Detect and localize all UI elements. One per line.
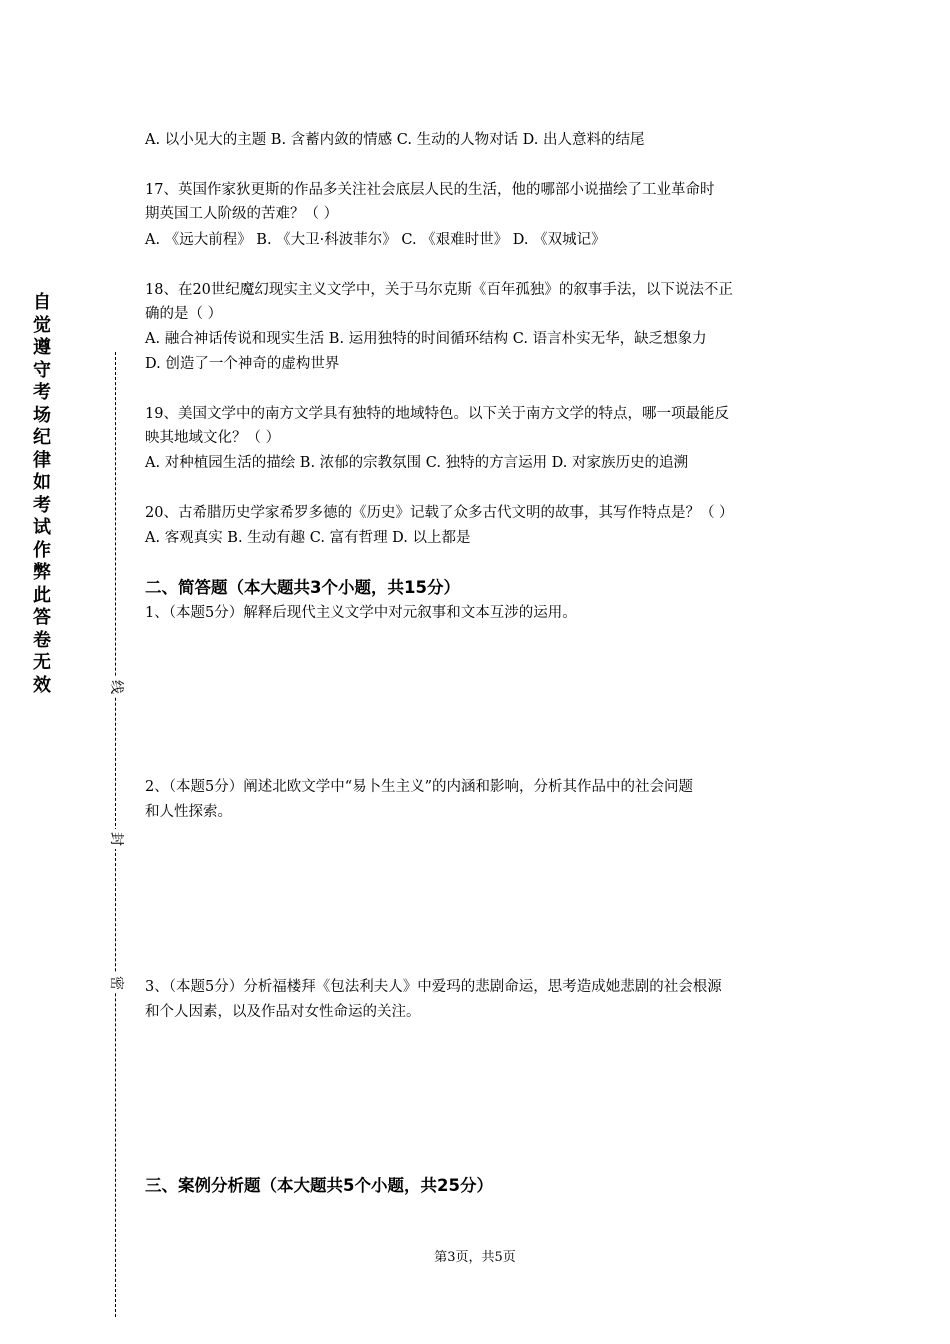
q16-options: A. 以小见大的主题 B. 含蓄内敛的情感 C. 生动的人物对话 D. 出人意料的结尾 [145, 132, 645, 148]
exam-discipline-warning [28, 292, 56, 697]
warning-char: 试 [33, 517, 51, 538]
q18-options-line1: A. 融合神话传说和现实生活 B. 运用独特的时间循环结构 C. 语言朴实无华，缺乏想象力 [145, 331, 707, 347]
binding-word-line: 线 [105, 677, 127, 697]
page-number-footer: 第3页，共5页 [434, 1250, 516, 1265]
q17-text-line1: 17、英国作家狄更斯的作品多关注社会底层人民的生活，他的哪部小说描绘了工业革命时 [145, 182, 715, 198]
warning-char: 如 [33, 472, 51, 493]
binding-word-seal: 封 [105, 829, 127, 849]
q19-options: A. 对种植园生活的描绘 B. 浓郁的宗教氛围 C. 独特的方言运用 D. 对家族历史的追溯 [145, 455, 689, 471]
q19-text-line1: 19、美国文学中的南方文学具有独特的地域特色。以下关于南方文学的特点，哪一项最能反 [145, 406, 729, 422]
section3-heading: 三、案例分析题（本大题共5个小题，共25分） [145, 1176, 493, 1195]
warning-char: 此 [33, 584, 51, 606]
warning-char: 答 [33, 607, 51, 628]
warning-char: 考 [33, 382, 51, 403]
q17-text-line2: 期英国工人阶级的苦难？（ ） [145, 206, 339, 222]
warning-char: 纪 [33, 427, 51, 448]
q18-text-line1: 18、在20世纪魔幻现实主义文学中，关于马尔克斯《百年孤独》的叙事手法，以下说法不正 [145, 282, 733, 298]
warning-char: 自 [33, 292, 51, 313]
warning-char: 律 [33, 449, 51, 471]
binding-word-secret: 密 [105, 973, 127, 993]
q20-options: A. 客观真实 B. 生动有趣 C. 富有哲理 D. 以上都是 [145, 530, 471, 546]
q18-options-line2: D. 创造了一个神奇的虚构世界 [145, 356, 340, 372]
section2-q1: 1、（本题5分）解释后现代主义文学中对元叙事和文本互涉的运用。 [145, 605, 577, 621]
warning-char: 卷 [33, 629, 51, 651]
q20-text: 20、古希腊历史学家希罗多德的《历史》记载了众多古代文明的故事，其写作特点是？（ ） [145, 505, 734, 521]
q19-text-line2: 映其地域文化？（ ） [145, 430, 281, 446]
warning-char: 无 [33, 652, 51, 673]
warning-char: 弊 [33, 562, 51, 583]
warning-char: 守 [33, 359, 51, 381]
section2-q3-line1: 3、（本题5分）分析福楼拜《包法利夫人》中爱玛的悲剧命运，思考造成她悲剧的社会根源 [145, 979, 722, 995]
warning-char: 觉 [33, 314, 51, 336]
section2-heading: 二、简答题（本大题共3个小题，共15分） [145, 578, 460, 597]
section2-q2-line1: 2、（本题5分）阐述北欧文学中“易卜生主义”的内涵和影响，分析其作品中的社会问题 [145, 779, 694, 795]
q18-text-line2: 确的是（ ） [145, 306, 223, 322]
warning-char: 作 [33, 539, 51, 561]
warning-char: 场 [33, 404, 51, 426]
section2-q3-line2: 和个人因素，以及作品对女性命运的关注。 [145, 1004, 421, 1020]
q17-options: A. 《远大前程》 B. 《大卫·科波菲尔》 C. 《艰难时世》 D. 《双城记》 [145, 232, 606, 248]
warning-char: 遵 [33, 337, 51, 358]
section2-q2-line2: 和人性探索。 [145, 804, 232, 820]
warning-char: 效 [33, 674, 51, 696]
warning-char: 考 [33, 494, 51, 516]
